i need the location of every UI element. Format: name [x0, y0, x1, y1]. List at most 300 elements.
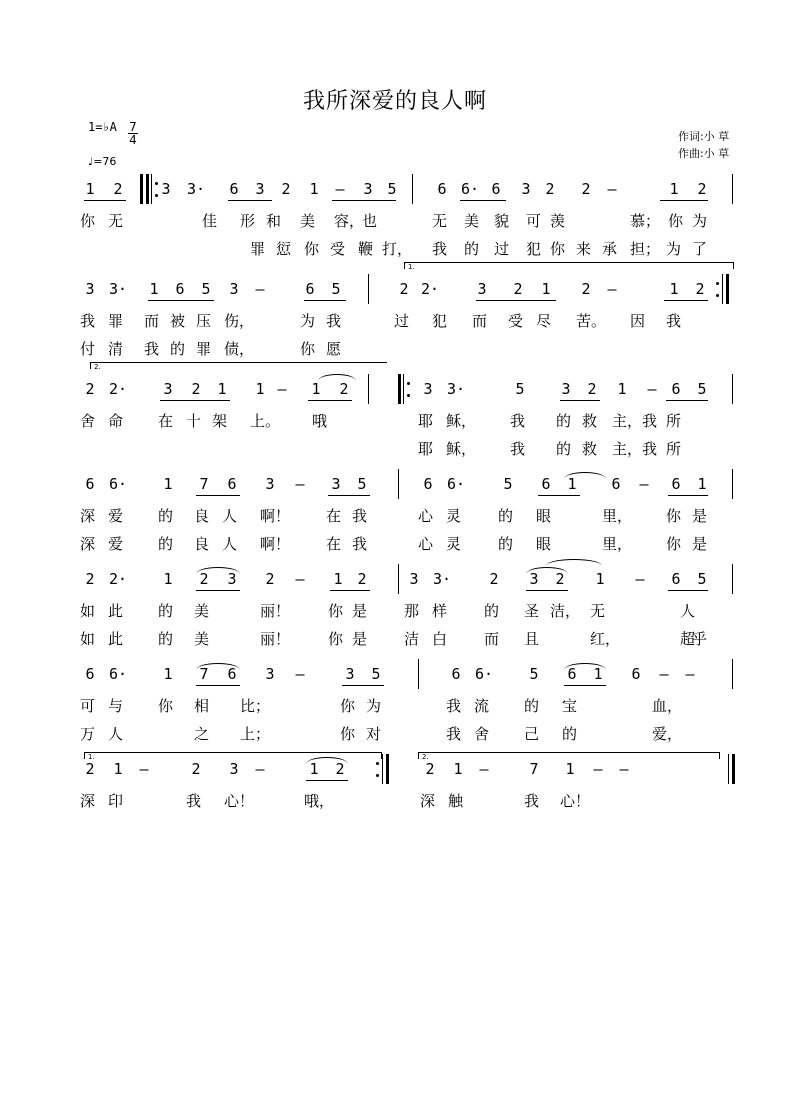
lyric-verse2: 愆 — [276, 240, 292, 258]
lyric-verse2: 红， — [590, 630, 621, 648]
beam-line — [328, 495, 370, 496]
lyric-verse1: 深 — [80, 507, 96, 525]
lyric-verse2: 救 — [582, 440, 598, 458]
lyric-verse1: 良 — [194, 507, 210, 525]
note: 2 — [581, 180, 591, 198]
lyric-verse2: 我 — [144, 340, 160, 358]
lyric-verse1: 主， — [612, 412, 643, 430]
note: 2 — [113, 180, 123, 198]
note: 2· — [108, 380, 128, 398]
repeat-dot — [407, 394, 410, 397]
bar-line — [732, 659, 733, 689]
lyric-verse1: 啊！ — [260, 507, 291, 525]
note: 2 — [85, 760, 95, 778]
lyric-verse2: 灵 — [446, 535, 462, 553]
lyric-verse1: 我 — [524, 792, 540, 810]
note: 2 — [425, 760, 435, 778]
slur-arc — [306, 757, 348, 764]
lyric-verse1: 人 — [222, 507, 238, 525]
lyric-verse1: 的 — [498, 507, 514, 525]
lyric-verse1: 也 — [362, 212, 378, 230]
note: 2 — [357, 570, 367, 588]
note: 6· — [108, 665, 128, 683]
lyric-verse1: 触 — [448, 792, 464, 810]
note: 1 — [541, 280, 551, 298]
lyric-verse2: 清 — [108, 340, 124, 358]
lyric-verse1: 无 — [432, 212, 448, 230]
beam-line — [148, 300, 214, 301]
note: – — [295, 570, 305, 588]
lyric-verse1: 救 — [582, 412, 598, 430]
lyric-verse1: 上。 — [250, 412, 281, 430]
lyric-verse1: 如 — [80, 602, 96, 620]
lyric-verse2: 万 — [80, 725, 96, 743]
lyric-verse1: 慕； — [630, 212, 661, 230]
bar-line — [732, 564, 733, 594]
note: 5 — [371, 665, 381, 683]
lyric-verse2: 良 — [194, 535, 210, 553]
lyric-verse1: 深 — [420, 792, 436, 810]
bar-line — [732, 374, 733, 404]
note: 1 — [309, 180, 319, 198]
note: 1 — [617, 380, 627, 398]
lyric-verse1: 灵 — [446, 507, 462, 525]
note: 3· — [446, 380, 466, 398]
slur-arc — [564, 663, 606, 670]
final-bar-thick — [732, 754, 735, 784]
lyric-verse2: 你 — [666, 535, 682, 553]
note: 1 — [255, 380, 265, 398]
note: 1 — [565, 760, 575, 778]
note: 2 — [85, 570, 95, 588]
time-bottom: 4 — [129, 133, 137, 147]
lyric-verse2: 的 — [498, 535, 514, 553]
note: 6 — [491, 180, 501, 198]
lyric-verse1: 心！ — [224, 792, 255, 810]
note: – — [479, 760, 489, 778]
lyric-verse1: 眼 — [536, 507, 552, 525]
lyric-verse2: 洁 — [404, 630, 420, 648]
note: 3 — [409, 570, 419, 588]
lyric-verse2: 罪 — [196, 340, 212, 358]
lyric-verse2: 如 — [80, 630, 96, 648]
repeat-end-thin — [722, 274, 723, 304]
repeat-start-thick — [398, 374, 401, 404]
note: 3 — [423, 380, 433, 398]
lyric-verse2: 所 — [666, 440, 682, 458]
note: 2 — [587, 380, 597, 398]
note: 7 — [199, 475, 209, 493]
note: 2 — [335, 760, 345, 778]
note: 6· — [446, 475, 466, 493]
note: 3· — [186, 180, 206, 198]
lyric-verse2: 心 — [418, 535, 434, 553]
note: 3 — [331, 475, 341, 493]
lyric-verse2: 的 — [158, 630, 174, 648]
note: 5 — [697, 380, 707, 398]
note: – — [659, 665, 669, 683]
lyric-verse1: 为 — [692, 212, 708, 230]
lyric-verse1: 舍 — [80, 412, 96, 430]
lyric-verse2: 罪 — [250, 240, 266, 258]
lyric-verse2: 债， — [224, 340, 255, 358]
slur-arc — [196, 567, 240, 574]
time-signature — [128, 121, 138, 146]
repeat-start-thick — [146, 174, 149, 204]
repeat-dot — [716, 282, 719, 285]
note: 6 — [175, 280, 185, 298]
beam-line — [196, 685, 240, 686]
note: – — [255, 760, 265, 778]
lyric-verse2: 且 — [524, 630, 540, 648]
lyric-verse1: 我 — [326, 312, 342, 330]
repeat-start-thin — [151, 174, 152, 204]
note: 2 — [545, 180, 555, 198]
note: 1 — [697, 475, 707, 493]
lyric-verse1: 美 — [194, 602, 210, 620]
note: 1 — [149, 280, 159, 298]
note: 3 — [227, 570, 237, 588]
beam-line — [160, 400, 230, 401]
lyric-verse1: 可 — [80, 697, 96, 715]
note: 1 — [453, 760, 463, 778]
lyric-verse2: 主， — [612, 440, 643, 458]
lyric-verse2: 在 — [326, 535, 342, 553]
note: 2 — [339, 380, 349, 398]
lyric-verse2: 付 — [80, 340, 96, 358]
note: 3 — [229, 280, 239, 298]
lyric-verse1: 我 — [352, 507, 368, 525]
lyric-verse2: 耶 — [418, 440, 434, 458]
lyric-verse1: 犯 — [432, 312, 448, 330]
lyric-verse1: 流 — [474, 697, 490, 715]
lyric-verse2: 舍 — [474, 725, 490, 743]
lyric-verse1: 在 — [158, 412, 174, 430]
lyric-verse1: 无 — [108, 212, 124, 230]
tempo-mark: ♩=76 — [88, 155, 117, 168]
lyric-verse1: 受 — [508, 312, 524, 330]
lyric-verse1: 被 — [170, 312, 186, 330]
repeat-dot — [376, 762, 379, 765]
note: 3· — [432, 570, 452, 588]
lyric-verse2: 我 — [432, 240, 448, 258]
note: 2 — [399, 280, 409, 298]
note: 5 — [529, 665, 539, 683]
note: 1 — [113, 760, 123, 778]
lyric-verse1: 宝 — [562, 697, 578, 715]
note: 1 — [311, 380, 321, 398]
note: 3 — [229, 760, 239, 778]
note: 2 — [581, 280, 591, 298]
final-bar-thin — [728, 754, 729, 784]
lyric-verse2: 深 — [80, 535, 96, 553]
note: 6 — [85, 475, 95, 493]
lyric-verse1: 貌 — [494, 212, 510, 230]
note: 6 — [451, 665, 461, 683]
slur-arc — [196, 663, 240, 670]
lyric-verse1: 稣， — [446, 412, 477, 430]
lyric-verse1: 命 — [108, 412, 124, 430]
volta-label: 2. — [94, 363, 101, 371]
volta-label: 1. — [88, 753, 95, 761]
beam-line — [666, 400, 708, 401]
note: 2 — [697, 180, 707, 198]
lyric-verse1: 你 — [80, 212, 96, 230]
lyric-verse2: 我 — [352, 535, 368, 553]
note: 2 — [265, 570, 275, 588]
lyric-verse1: 血， — [652, 697, 683, 715]
note: – — [593, 760, 603, 778]
composer-credit: 作曲:小 草 — [678, 147, 730, 160]
lyric-verse2: 的 — [158, 535, 174, 553]
beam-line — [306, 780, 348, 781]
lyric-verse1: 你 — [158, 697, 174, 715]
lyric-verse1: 的 — [556, 412, 572, 430]
lyric-verse2: 己 — [524, 725, 540, 743]
note: 2 — [695, 280, 705, 298]
lyric-verse1: 深 — [80, 792, 96, 810]
lyric-verse2: 白 — [432, 630, 448, 648]
note: 6 — [227, 665, 237, 683]
lyric-verse1: 我 — [186, 792, 202, 810]
lyric-verse1: 我 — [446, 697, 462, 715]
lyric-verse2: 是 — [692, 535, 708, 553]
lyric-verse1: 而 — [144, 312, 160, 330]
note: 2 — [555, 570, 565, 588]
lyric-verse2: 我 — [642, 440, 658, 458]
note: 1 — [669, 180, 679, 198]
note: 5 — [503, 475, 513, 493]
bar-line — [368, 274, 369, 304]
note: 6 — [631, 665, 641, 683]
note: 3 — [265, 475, 275, 493]
lyric-verse2: 的 — [170, 340, 186, 358]
note: – — [139, 760, 149, 778]
note: 6 — [227, 475, 237, 493]
note: 2 — [85, 380, 95, 398]
beam-line — [196, 495, 240, 496]
bar-line — [412, 174, 413, 204]
beam-line — [196, 590, 240, 591]
lyric-verse1: 你 — [340, 697, 356, 715]
note: 2 — [489, 570, 499, 588]
note: 1 — [85, 180, 95, 198]
note: 7 — [199, 665, 209, 683]
lyric-verse1: 我 — [642, 412, 658, 430]
note: 6 — [305, 280, 315, 298]
note: 5 — [357, 475, 367, 493]
lyric-verse1: 相 — [194, 697, 210, 715]
lyric-verse2: 上； — [240, 725, 271, 743]
lyric-verse2: 你 — [328, 630, 344, 648]
note: 2 — [199, 570, 209, 588]
note: 3 — [521, 180, 531, 198]
lyric-verse1: 伤， — [224, 312, 255, 330]
lyric-verse2: 之 — [194, 725, 210, 743]
lyric-verse1: 丽！ — [260, 602, 291, 620]
lyric-verse2: 过 — [494, 240, 510, 258]
slur-arc — [546, 559, 602, 566]
note: – — [295, 665, 305, 683]
beam-line — [304, 300, 346, 301]
beam-line — [664, 300, 708, 301]
repeat-start-thin — [403, 374, 404, 404]
lyric-verse2: 的 — [464, 240, 480, 258]
note: – — [635, 570, 645, 588]
lyric-verse1: 是 — [352, 602, 368, 620]
note: 1 — [567, 475, 577, 493]
lyric-verse1: 印 — [108, 792, 124, 810]
repeat-start-thick — [140, 174, 143, 204]
note: 3 — [345, 665, 355, 683]
note: – — [619, 760, 629, 778]
beam-line — [476, 300, 556, 301]
lyric-verse2: 对 — [366, 725, 382, 743]
note: – — [685, 665, 695, 683]
note: 3 — [163, 380, 173, 398]
note: – — [607, 180, 617, 198]
beam-line — [228, 200, 272, 201]
volta-label: 1. — [408, 263, 415, 271]
repeat-dot — [407, 382, 410, 385]
repeat-dot — [155, 194, 158, 197]
lyric-verse2: 我 — [446, 725, 462, 743]
note: 3 — [255, 180, 265, 198]
lyric-verse1: 你 — [328, 602, 344, 620]
note: – — [277, 380, 287, 398]
note: 6 — [423, 475, 433, 493]
lyricist-credit: 作词:小 草 — [678, 130, 730, 143]
note: – — [647, 380, 657, 398]
note: 2 — [513, 280, 523, 298]
lyric-verse1: 过 — [394, 312, 410, 330]
note: 3 — [85, 280, 95, 298]
beam-line — [84, 200, 126, 201]
note: 6 — [85, 665, 95, 683]
lyric-verse1: 你 — [668, 212, 684, 230]
lyric-verse1: 在 — [326, 507, 342, 525]
lyric-verse1: 人 — [680, 602, 696, 620]
lyric-verse2: 承 — [602, 240, 618, 258]
bar-line — [732, 174, 733, 204]
repeat-dot — [716, 294, 719, 297]
beam-line — [332, 200, 396, 201]
note: 6 — [671, 380, 681, 398]
lyric-verse1: 无 — [590, 602, 606, 620]
lyric-verse1: 为 — [300, 312, 316, 330]
note: 2 — [281, 180, 291, 198]
bar-line — [418, 659, 419, 689]
lyric-verse2: 眼 — [536, 535, 552, 553]
beam-line — [460, 200, 506, 201]
lyric-verse1: 美 — [464, 212, 480, 230]
repeat-end-thin — [382, 754, 383, 784]
note: 6 — [437, 180, 447, 198]
lyric-verse2: 而 — [484, 630, 500, 648]
lyric-verse1: 容， — [334, 212, 365, 230]
lyric-verse2: 爱 — [108, 535, 124, 553]
lyric-verse1: 是 — [692, 507, 708, 525]
lyric-verse2: 你 — [300, 340, 316, 358]
lyric-verse1: 圣 — [524, 602, 540, 620]
lyric-verse2: 犯 — [526, 240, 542, 258]
beam-line — [564, 685, 606, 686]
beam-line — [538, 495, 580, 496]
note: – — [639, 475, 649, 493]
lyric-verse2: 丽！ — [260, 630, 291, 648]
note: 5 — [515, 380, 525, 398]
lyric-verse1: 架 — [212, 412, 228, 430]
bar-line — [732, 469, 733, 499]
beam-line — [660, 200, 708, 201]
note: – — [295, 475, 305, 493]
lyric-verse1: 所 — [666, 412, 682, 430]
lyric-verse2: 你 — [550, 240, 566, 258]
lyric-verse2: 人 — [108, 725, 124, 743]
lyric-verse1: 哦 — [312, 412, 328, 430]
note: 3 — [363, 180, 373, 198]
note: 2· — [108, 570, 128, 588]
lyric-verse1: 我 — [80, 312, 96, 330]
repeat-dot — [376, 774, 379, 777]
lyric-verse1: 因 — [630, 312, 646, 330]
note: 1 — [593, 665, 603, 683]
bar-line — [398, 564, 399, 594]
note: 6 — [541, 475, 551, 493]
note: 1 — [163, 570, 173, 588]
lyric-verse1: 和 — [266, 212, 282, 230]
note: 5 — [697, 570, 707, 588]
note: 6· — [108, 475, 128, 493]
note: 5 — [201, 280, 211, 298]
note: 3 — [561, 380, 571, 398]
note: 1 — [163, 475, 173, 493]
note: 1 — [217, 380, 227, 398]
note: 1 — [669, 280, 679, 298]
lyric-verse1: 与 — [108, 697, 124, 715]
note: 1 — [163, 665, 173, 683]
note: 2 — [191, 760, 201, 778]
note: 7 — [529, 760, 539, 778]
lyric-verse2: 担； — [630, 240, 661, 258]
beam-line — [308, 400, 352, 401]
lyric-verse2: 我 — [510, 440, 526, 458]
note: 6 — [611, 475, 621, 493]
lyric-verse1: 为 — [366, 697, 382, 715]
lyric-verse1: 罪 — [108, 312, 124, 330]
note: – — [255, 280, 265, 298]
note: 2 — [191, 380, 201, 398]
volta-bracket — [404, 262, 734, 269]
lyric-verse2: 的 — [556, 440, 572, 458]
beam-line — [526, 590, 568, 591]
repeat-end-thick — [726, 274, 729, 304]
repeat-end-thick — [386, 754, 389, 784]
lyric-verse2: 爱， — [652, 725, 683, 743]
lyric-verse2: 乎 — [692, 630, 708, 648]
lyric-verse2: 里， — [602, 535, 633, 553]
lyric-verse1: 耶 — [418, 412, 434, 430]
lyric-verse1: 的 — [484, 602, 500, 620]
slur-arc — [526, 567, 568, 574]
note: 1 — [309, 760, 319, 778]
lyric-verse1: 可 — [526, 212, 542, 230]
lyric-verse1: 羡 — [550, 212, 566, 230]
lyric-verse1: 那 — [404, 602, 420, 620]
note: 6· — [474, 665, 494, 683]
lyric-verse1: 样 — [432, 602, 448, 620]
lyric-verse1: 的 — [158, 507, 174, 525]
